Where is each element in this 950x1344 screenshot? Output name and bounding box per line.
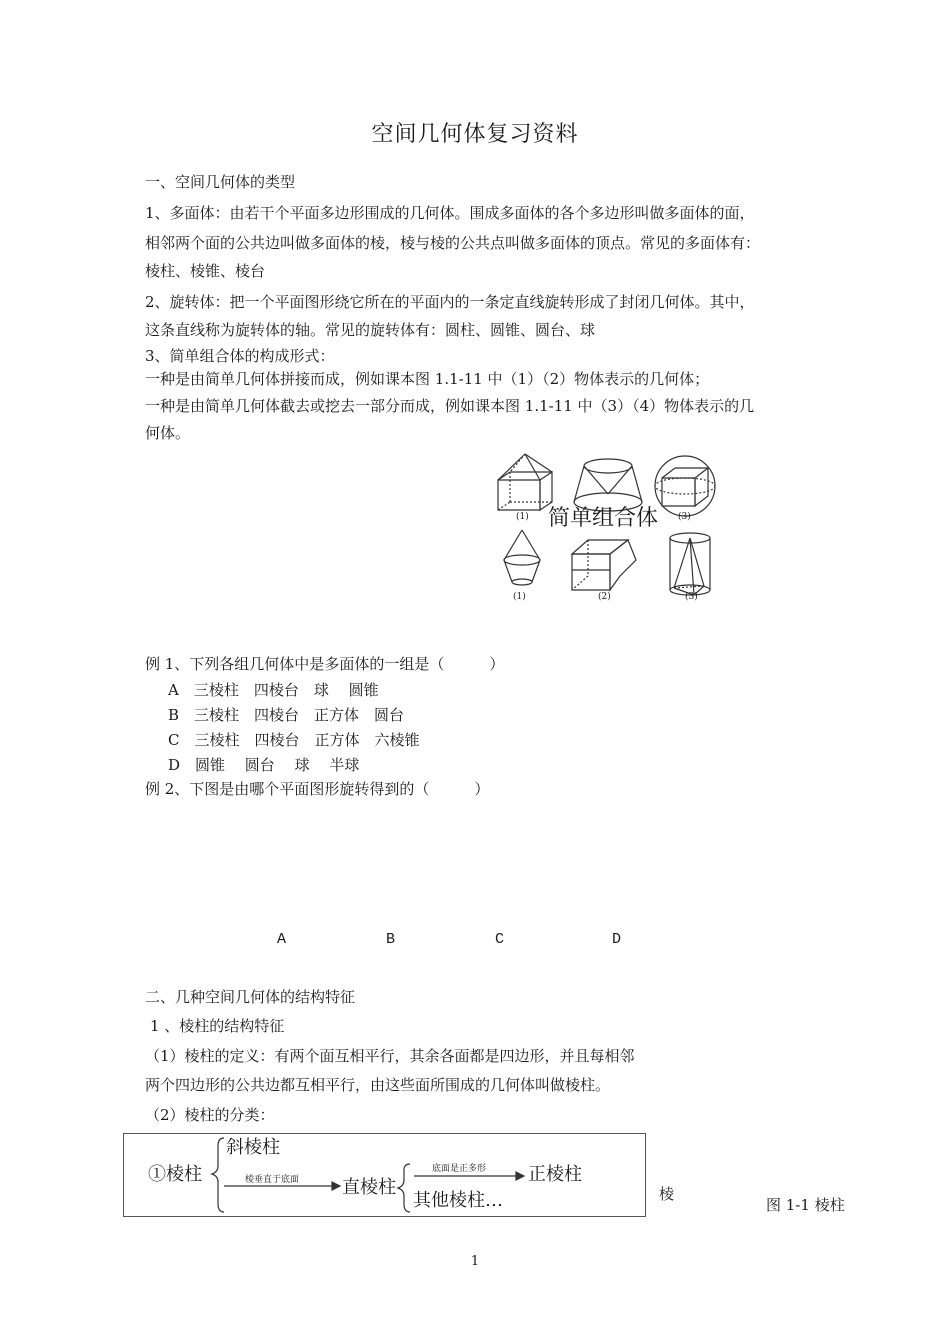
cone-on-frustum-shape bbox=[504, 530, 540, 585]
cube-in-sphere-shape bbox=[655, 456, 715, 516]
figure-top-label-1: (1) bbox=[516, 512, 529, 522]
example-2-question: 例 2、下图是由哪个平面图形旋转得到的（ ） bbox=[145, 780, 490, 798]
diagram-regular-prism: 正棱柱 bbox=[528, 1164, 582, 1185]
diagram-oblique-prism: 斜棱柱 bbox=[226, 1137, 280, 1158]
diagram-edge-note: 棱垂直于底面 bbox=[245, 1175, 300, 1185]
prism-definition-line-2: 两个四边形的公共边都互相平行，由这些面所围成的几何体叫做棱柱。 bbox=[145, 1076, 611, 1094]
diagram-root-prism: ①棱柱 bbox=[148, 1164, 202, 1185]
pyramid-in-cylinder-shape bbox=[670, 533, 710, 595]
section-2-heading: 二、几种空间几何体的结构特征 bbox=[145, 988, 356, 1006]
frustum-with-cone-shape bbox=[574, 459, 642, 511]
prism-classification-heading: （2）棱柱的分类： bbox=[145, 1106, 275, 1124]
right-brace bbox=[398, 1164, 410, 1212]
page-title: 空间几何体复习资料 bbox=[371, 122, 579, 147]
paragraph-polyhedron-line-2: 相邻两个面的公共边叫做多面体的棱，棱与棱的公共点叫做多面体的顶点。常见的多面体有： bbox=[145, 234, 761, 252]
example-2-choice-b: B bbox=[386, 931, 396, 948]
paragraph-polyhedron-line-1: 1、多面体：由若干个平面多边形围成的几何体。围成多面体的各个多边形叫做多面体的面， bbox=[145, 204, 755, 222]
paragraph-rotation-line-1: 2、旋转体：把一个平面图形绕它所在的平面内的一条定直线旋转形成了封闭几何体。其中， bbox=[145, 293, 755, 311]
left-brace bbox=[212, 1138, 224, 1212]
paragraph-composite-line-1: 3、简单组合体的构成形式： bbox=[145, 347, 335, 365]
diagram-base-note: 底面是正多形 bbox=[432, 1164, 487, 1174]
example-1-option-a: A 三棱柱 四棱台 球 圆锥 bbox=[168, 681, 379, 699]
paragraph-composite-line-3: 一种是由简单几何体截去或挖去一部分而成，例如课本图 1.1-11 中（3）（4）物体表示的几 bbox=[145, 397, 755, 415]
edge-arrow-head bbox=[332, 1182, 340, 1190]
example-1-option-b: B 三棱柱 四棱台 正方体 圆台 bbox=[168, 706, 405, 724]
pyramid-on-prism-shape bbox=[498, 454, 552, 510]
figure-bottom-label-2: (2) bbox=[598, 592, 611, 602]
page-number: 1 bbox=[470, 1254, 480, 1269]
figure-caption: 简单组合体 bbox=[548, 506, 659, 531]
cut-box-shape bbox=[572, 540, 636, 590]
prism-definition-line-1: （1）棱柱的定义：有两个面互相平行，其余各面都是四边形，并且每相邻 bbox=[145, 1047, 635, 1065]
diagram-right-prism: 直棱柱 bbox=[342, 1177, 396, 1198]
example-2-choice-d: D bbox=[612, 931, 622, 948]
example-2-choice-c: C bbox=[495, 931, 505, 948]
paragraph-composite-line-2: 一种是由简单几何体拼接而成，例如课本图 1.1-11 中（1）（2）物体表示的几何体； bbox=[145, 370, 710, 388]
paragraph-polyhedron-line-3: 棱柱、棱锥、棱台 bbox=[145, 262, 266, 280]
paragraph-composite-line-4: 何体。 bbox=[145, 424, 191, 442]
prism-subheading: 1 、棱柱的结构特征 bbox=[150, 1017, 285, 1035]
figure-bottom-label-3: (3) bbox=[685, 592, 698, 602]
paragraph-rotation-line-2: 这条直线称为旋转体的轴。常见的旋转体有：圆柱、圆锥、圆台、球 bbox=[145, 321, 596, 339]
example-1-option-c: C 三棱柱 四棱台 正方体 六棱锥 bbox=[168, 731, 420, 749]
base-arrow-head bbox=[516, 1172, 524, 1180]
example-1-option-d: D 圆锥 圆台 球 半球 bbox=[168, 756, 360, 774]
section-1-heading: 一、空间几何体的类型 bbox=[145, 173, 296, 191]
figure-bottom-label-1: (1) bbox=[513, 592, 526, 602]
example-1-question: 例 1、下列各组几何体中是多面体的一组是（ ） bbox=[145, 655, 505, 673]
example-2-choice-a: A bbox=[277, 931, 287, 948]
figure-1-1-caption: 图 1-1 棱柱 bbox=[766, 1196, 845, 1214]
diagram-other-prism: 其他棱柱… bbox=[413, 1190, 503, 1211]
side-character: 棱 bbox=[659, 1185, 675, 1203]
figure-top-label-3: (3) bbox=[678, 512, 691, 522]
